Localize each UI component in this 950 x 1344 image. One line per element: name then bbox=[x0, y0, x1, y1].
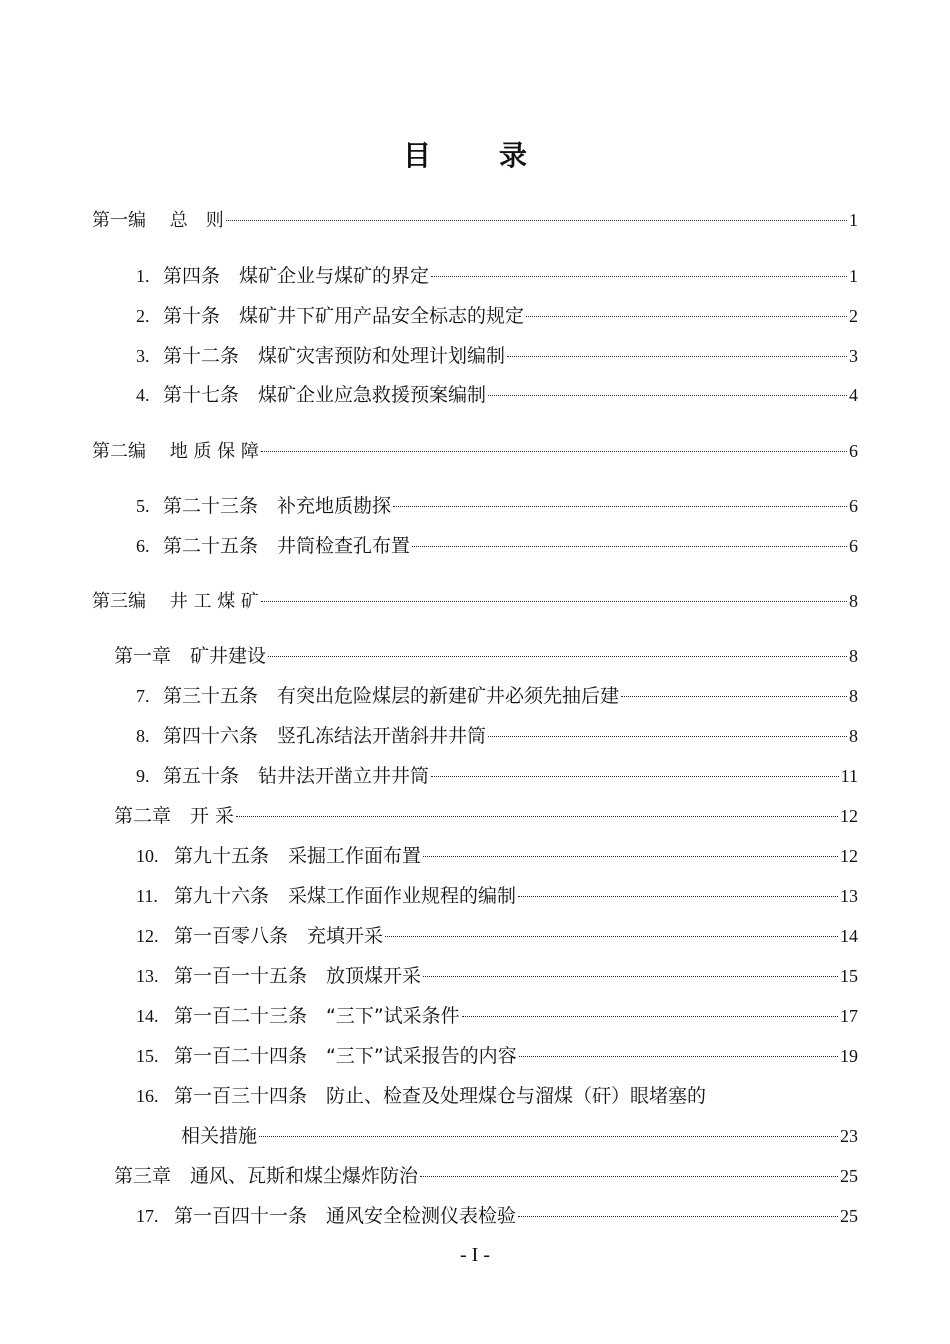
leader-dots bbox=[393, 505, 847, 507]
toc-page: 6 bbox=[849, 536, 858, 556]
toc-entry[interactable] bbox=[136, 1203, 858, 1229]
leader-dots bbox=[518, 1215, 838, 1217]
toc-number: 3. bbox=[136, 346, 150, 366]
toc-number: 7. bbox=[136, 686, 150, 706]
toc-number: 8. bbox=[136, 726, 150, 746]
toc-entry[interactable] bbox=[136, 963, 858, 989]
toc-entry[interactable] bbox=[136, 683, 858, 709]
toc-page: 6 bbox=[849, 496, 858, 516]
toc-number: 17. bbox=[136, 1206, 159, 1226]
toc-title: 第四条 煤矿企业与煤矿的界定 bbox=[163, 265, 430, 287]
toc-number: 12. bbox=[136, 926, 159, 946]
toc-page: 8 bbox=[849, 591, 858, 611]
leader-dots bbox=[268, 655, 847, 657]
toc-page: 1 bbox=[849, 210, 858, 230]
toc-page: 1 bbox=[849, 266, 858, 286]
toc-title: 第一百一十五条 放顶煤开采 bbox=[174, 965, 422, 987]
toc-part[interactable] bbox=[92, 588, 858, 615]
toc-chapter[interactable] bbox=[114, 643, 858, 669]
page-title: 目 录 bbox=[402, 139, 547, 172]
toc-title: 第一百二十四条 “三下”试采报告的内容 bbox=[174, 1045, 517, 1067]
toc-title: 第一章 矿井建设 bbox=[114, 645, 267, 667]
toc-title: 第二章 开 采 bbox=[114, 805, 235, 827]
toc-page: 14 bbox=[840, 926, 858, 946]
toc-page: 15 bbox=[840, 966, 858, 986]
leader-dots bbox=[423, 975, 838, 977]
toc-page: 25 bbox=[840, 1206, 858, 1226]
toc-title: 第二十三条 补充地质勘探 bbox=[163, 495, 392, 517]
leader-dots bbox=[431, 275, 847, 277]
leader-dots bbox=[423, 855, 838, 857]
toc-part[interactable] bbox=[92, 207, 858, 234]
toc-entry[interactable] bbox=[136, 303, 858, 329]
toc-title: 第十条 煤矿井下矿用产品安全标志的规定 bbox=[163, 305, 525, 327]
toc-chapter[interactable] bbox=[114, 803, 858, 829]
toc-number: 2. bbox=[136, 306, 150, 326]
toc-entry[interactable] bbox=[136, 843, 858, 869]
leader-dots bbox=[621, 695, 847, 697]
leader-dots bbox=[488, 394, 847, 396]
toc-number: 16. bbox=[136, 1086, 159, 1106]
leader-dots bbox=[526, 315, 847, 317]
toc-title: 第九十六条 采煤工作面作业规程的编制 bbox=[174, 885, 517, 907]
leader-dots bbox=[518, 895, 838, 897]
toc-title: 第九十五条 采掘工作面布置 bbox=[174, 845, 422, 867]
toc-page: 25 bbox=[840, 1166, 858, 1186]
toc-title: 第一编 总 则 bbox=[92, 210, 224, 231]
leader-dots bbox=[462, 1015, 838, 1017]
toc-entry[interactable] bbox=[136, 343, 858, 369]
toc-title: 第三十五条 有突出危险煤层的新建矿井必须先抽后建 bbox=[163, 685, 620, 707]
toc-title: 第二编 地 质 保 障 bbox=[92, 441, 259, 462]
toc-entry[interactable] bbox=[136, 1043, 858, 1069]
toc-page: 2 bbox=[849, 306, 858, 326]
toc-number: 14. bbox=[136, 1006, 159, 1026]
leader-dots bbox=[385, 935, 838, 937]
toc-title: 第一百二十三条 “三下”试采条件 bbox=[174, 1005, 460, 1027]
toc-title: 第四十六条 竖孔冻结法开凿斜井井筒 bbox=[163, 725, 487, 747]
toc-number: 6. bbox=[136, 536, 150, 556]
toc-title: 第一百零八条 充填开采 bbox=[174, 925, 384, 947]
toc-entry-continuation[interactable] bbox=[181, 1123, 858, 1149]
toc-entry[interactable] bbox=[136, 493, 858, 519]
leader-dots bbox=[261, 450, 847, 452]
leader-dots bbox=[226, 219, 847, 221]
leader-dots bbox=[236, 815, 838, 817]
toc-title: 第一百三十四条 防止、检查及处理煤仓与溜煤（矸）眼堵塞的 bbox=[174, 1085, 707, 1107]
toc-entry[interactable] bbox=[136, 763, 858, 789]
toc-title: 相关措施 bbox=[181, 1125, 258, 1147]
toc-number: 15. bbox=[136, 1046, 159, 1066]
toc-number: 9. bbox=[136, 766, 150, 786]
leader-dots bbox=[519, 1055, 838, 1057]
toc-page: 12 bbox=[840, 846, 858, 866]
toc-title: 第十七条 煤矿企业应急救援预案编制 bbox=[163, 384, 487, 406]
toc-page: 23 bbox=[840, 1126, 858, 1146]
toc-title: 第一百四十一条 通风安全检测仪表检验 bbox=[174, 1205, 517, 1227]
toc-entry[interactable] bbox=[136, 263, 858, 289]
toc-page: 6 bbox=[849, 441, 858, 461]
toc-entry[interactable] bbox=[136, 923, 858, 949]
toc-title: 第三章 通风、瓦斯和煤尘爆炸防治 bbox=[114, 1165, 419, 1187]
toc-page: 8 bbox=[849, 646, 858, 666]
toc-number: 4. bbox=[136, 385, 150, 405]
toc-page: 3 bbox=[849, 346, 858, 366]
toc-number: 13. bbox=[136, 966, 159, 986]
toc-page: 13 bbox=[840, 886, 858, 906]
toc-title: 第三编 井 工 煤 矿 bbox=[92, 591, 259, 612]
toc-page: 11 bbox=[840, 766, 858, 786]
toc-entry[interactable] bbox=[136, 1083, 858, 1109]
leader-dots bbox=[261, 600, 847, 602]
leader-dots bbox=[488, 735, 847, 737]
toc-title: 第十二条 煤矿灾害预防和处理计划编制 bbox=[163, 345, 506, 367]
page-number-footer: - I - bbox=[460, 1244, 490, 1266]
toc-number: 5. bbox=[136, 496, 150, 516]
leader-dots bbox=[507, 355, 847, 357]
toc-title: 第二十五条 井筒检查孔布置 bbox=[163, 535, 411, 557]
toc-part[interactable] bbox=[92, 438, 858, 465]
toc-page: 17 bbox=[840, 1006, 858, 1026]
toc-page: 8 bbox=[849, 726, 858, 746]
toc-page: 12 bbox=[840, 806, 858, 826]
toc-page: 4 bbox=[849, 385, 858, 405]
toc-number: 1. bbox=[136, 266, 150, 286]
toc-entry[interactable] bbox=[136, 1003, 858, 1029]
toc-number: 10. bbox=[136, 846, 159, 866]
toc-entry[interactable] bbox=[136, 883, 858, 909]
leader-dots bbox=[420, 1175, 838, 1177]
toc-number: 11. bbox=[136, 886, 158, 906]
toc-page: 19 bbox=[840, 1046, 858, 1066]
leader-dots bbox=[431, 775, 839, 777]
toc-entry[interactable] bbox=[136, 723, 858, 749]
toc-chapter[interactable] bbox=[114, 1163, 858, 1189]
leader-dots bbox=[412, 545, 847, 547]
toc-entry[interactable] bbox=[136, 533, 858, 559]
toc-title: 第五十条 钻井法开凿立井井筒 bbox=[163, 765, 430, 787]
leader-dots bbox=[259, 1135, 838, 1137]
toc-page: 8 bbox=[849, 686, 858, 706]
toc-entry[interactable] bbox=[136, 382, 858, 408]
